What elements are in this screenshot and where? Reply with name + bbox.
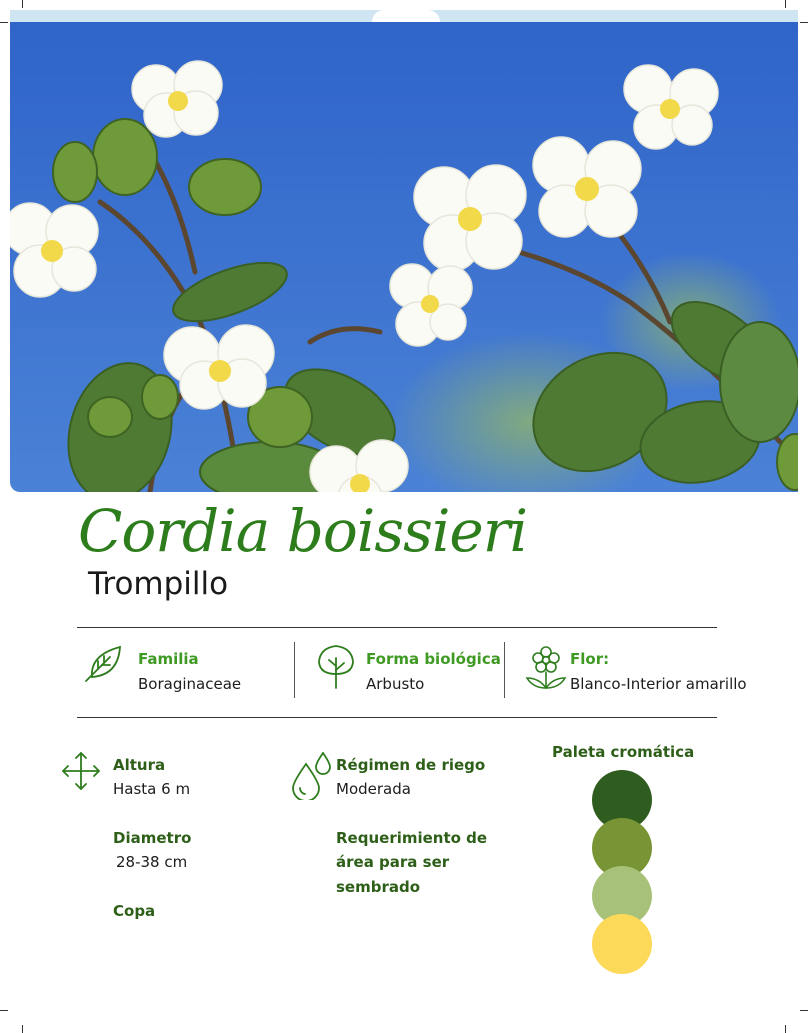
water-drops-icon: [290, 752, 334, 804]
tree-icon: [316, 644, 356, 694]
palette-swatch-yellow: [592, 914, 652, 974]
area-label-line-1: Requerimiento de: [336, 829, 488, 847]
arrows-expand-icon: [61, 751, 101, 795]
riego-label: Régimen de riego: [336, 756, 486, 774]
area-label-line-2: área para ser: [336, 853, 450, 871]
palette-title: Paleta cromática: [552, 743, 695, 761]
leaf-icon: [84, 643, 124, 687]
top-band-notch: [372, 10, 440, 22]
flor-value: Blanco-Interior amarillo: [570, 675, 747, 693]
riego-value: Moderada: [336, 780, 411, 798]
crop-mark: [0, 22, 8, 23]
common-name: Trompillo: [88, 566, 229, 602]
crop-mark: [800, 22, 808, 23]
divider-top: [77, 627, 717, 628]
altura-value: Hasta 6 m: [113, 780, 191, 798]
crop-mark: [22, 0, 23, 8]
flor-label: Flor:: [570, 650, 610, 668]
diametro-value: 28-38 cm: [116, 853, 188, 871]
familia-value: Boraginaceae: [138, 675, 242, 693]
crop-mark: [785, 1025, 786, 1033]
familia-label: Familia: [138, 650, 199, 668]
area-label-line-3: sembrado: [336, 878, 421, 896]
copa-label: Copa: [113, 902, 156, 920]
crop-mark: [22, 1025, 23, 1033]
crop-mark: [785, 0, 786, 8]
crop-mark: [0, 1010, 8, 1011]
altura-label: Altura: [113, 756, 166, 774]
column-divider: [504, 642, 505, 698]
forma-label: Forma biológica: [366, 650, 501, 668]
crop-mark: [800, 1010, 808, 1011]
divider-bottom: [77, 717, 717, 718]
hero-photo: [10, 22, 798, 492]
diametro-label: Diametro: [113, 829, 192, 847]
column-divider: [294, 642, 295, 698]
flower-icon: [525, 644, 567, 696]
scientific-name: Cordia boissieri: [78, 497, 527, 565]
forma-value: Arbusto: [366, 675, 425, 693]
